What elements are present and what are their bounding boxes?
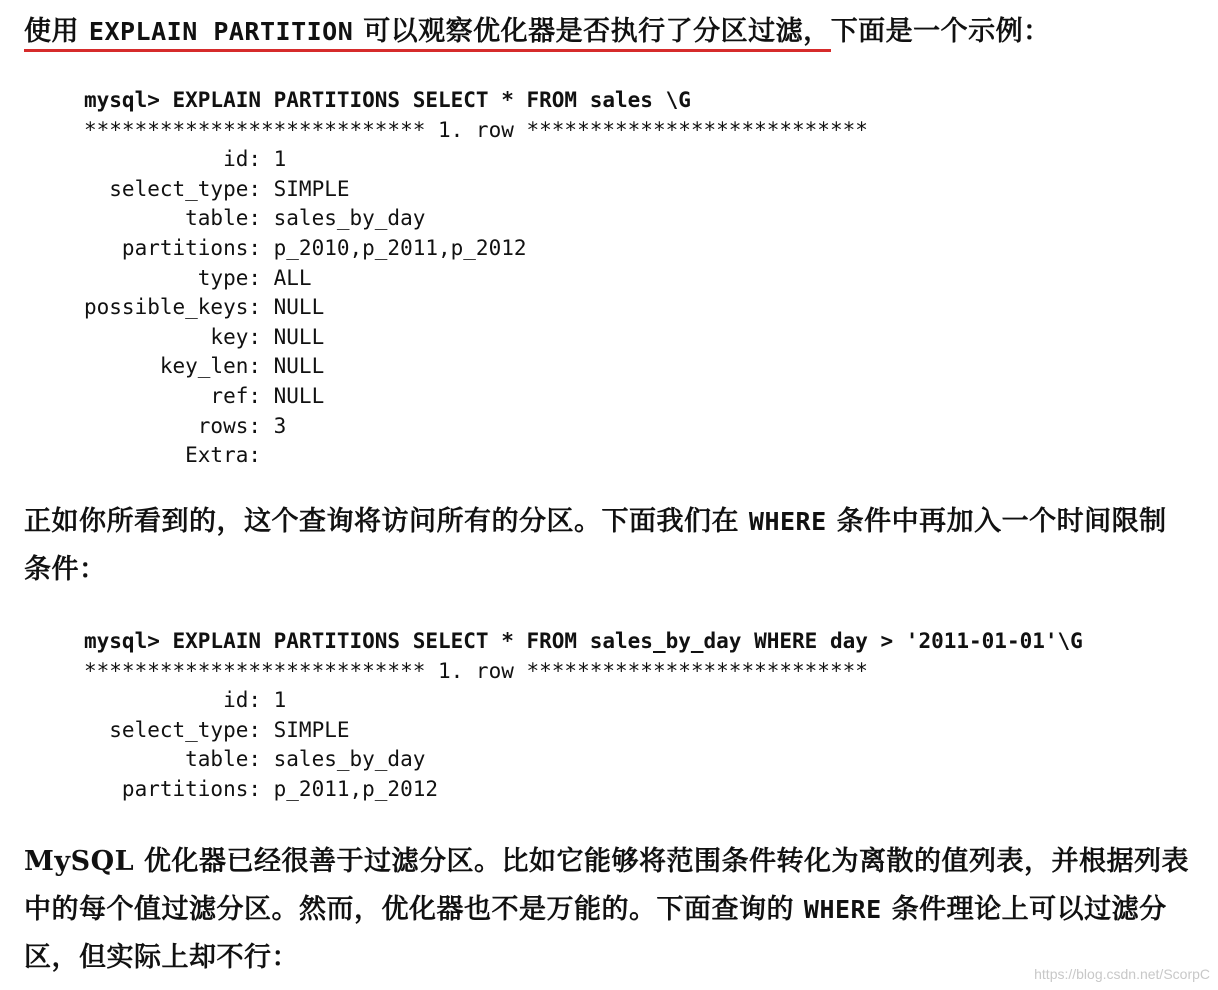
code-command: mysql> EXPLAIN PARTITIONS SELECT * FROM sales_by_day WHERE day > '2011-01-01'\G xyxy=(84,629,1083,653)
code-command: mysql> EXPLAIN PARTITIONS SELECT * FROM sales \G xyxy=(84,88,691,112)
code-line: select_type: SIMPLE xyxy=(84,176,350,201)
intro-underlined-text: 可以观察优化器是否执行了分区过滤， xyxy=(363,16,831,47)
code-line: ref: NULL xyxy=(84,383,325,408)
code-line: id: 1 xyxy=(84,147,287,172)
code-line: partitions: p_2010,p_2011,p_2012 xyxy=(84,235,527,260)
second-keyword: WHERE xyxy=(748,507,827,536)
intro-prefix: 使用 xyxy=(24,16,79,47)
second-text-b: 条件中再加入一个时间限制条件： xyxy=(24,506,1167,585)
intro-paragraph xyxy=(24,8,1194,56)
third-text-b: 条件理论上可以过滤分区，但实际上却不行： xyxy=(24,894,1167,973)
code-line: Extra: xyxy=(84,443,262,468)
code-line: key: NULL xyxy=(84,324,325,349)
third-paragraph xyxy=(24,838,1194,982)
code-line: type: ALL xyxy=(84,265,312,290)
code-line: table: sales_by_day xyxy=(84,206,426,231)
code-line: select_type: SIMPLE xyxy=(84,717,350,742)
code-line: rows: 3 xyxy=(84,413,287,438)
code-line: table: sales_by_day xyxy=(84,747,426,772)
intro-rest: 下面是一个示例： xyxy=(830,16,1051,47)
third-keyword: WHERE xyxy=(803,895,882,924)
code-line: *************************** 1. row *************************** xyxy=(84,117,868,142)
code-output xyxy=(84,659,868,801)
second-text-a: 正如你所看到的，这个查询将访问所有的分区。下面我们在 xyxy=(24,506,739,537)
code-line: possible_keys: NULL xyxy=(84,295,325,320)
code-line: partitions: p_2011,p_2012 xyxy=(84,776,439,801)
code-block-2 xyxy=(84,627,1083,805)
intro-keyword: EXPLAIN PARTITION xyxy=(88,17,354,46)
watermark: https://blog.csdn.net/ScorpC xyxy=(1034,966,1210,982)
code-line: id: 1 xyxy=(84,688,287,713)
code-block-1 xyxy=(84,86,868,471)
third-text-a: MySQL 优化器已经很善于过滤分区。比如它能够将范围条件转化为离散的值列表，并根据列表中的每个值过滤分区。然而，优化器也不是万能的。下面查询的 xyxy=(24,846,1189,925)
code-line: *************************** 1. row *************************** xyxy=(84,658,868,683)
code-output xyxy=(84,118,868,468)
highlighted-sentence xyxy=(24,16,831,52)
second-paragraph xyxy=(24,498,1194,594)
code-line: key_len: NULL xyxy=(84,354,325,379)
